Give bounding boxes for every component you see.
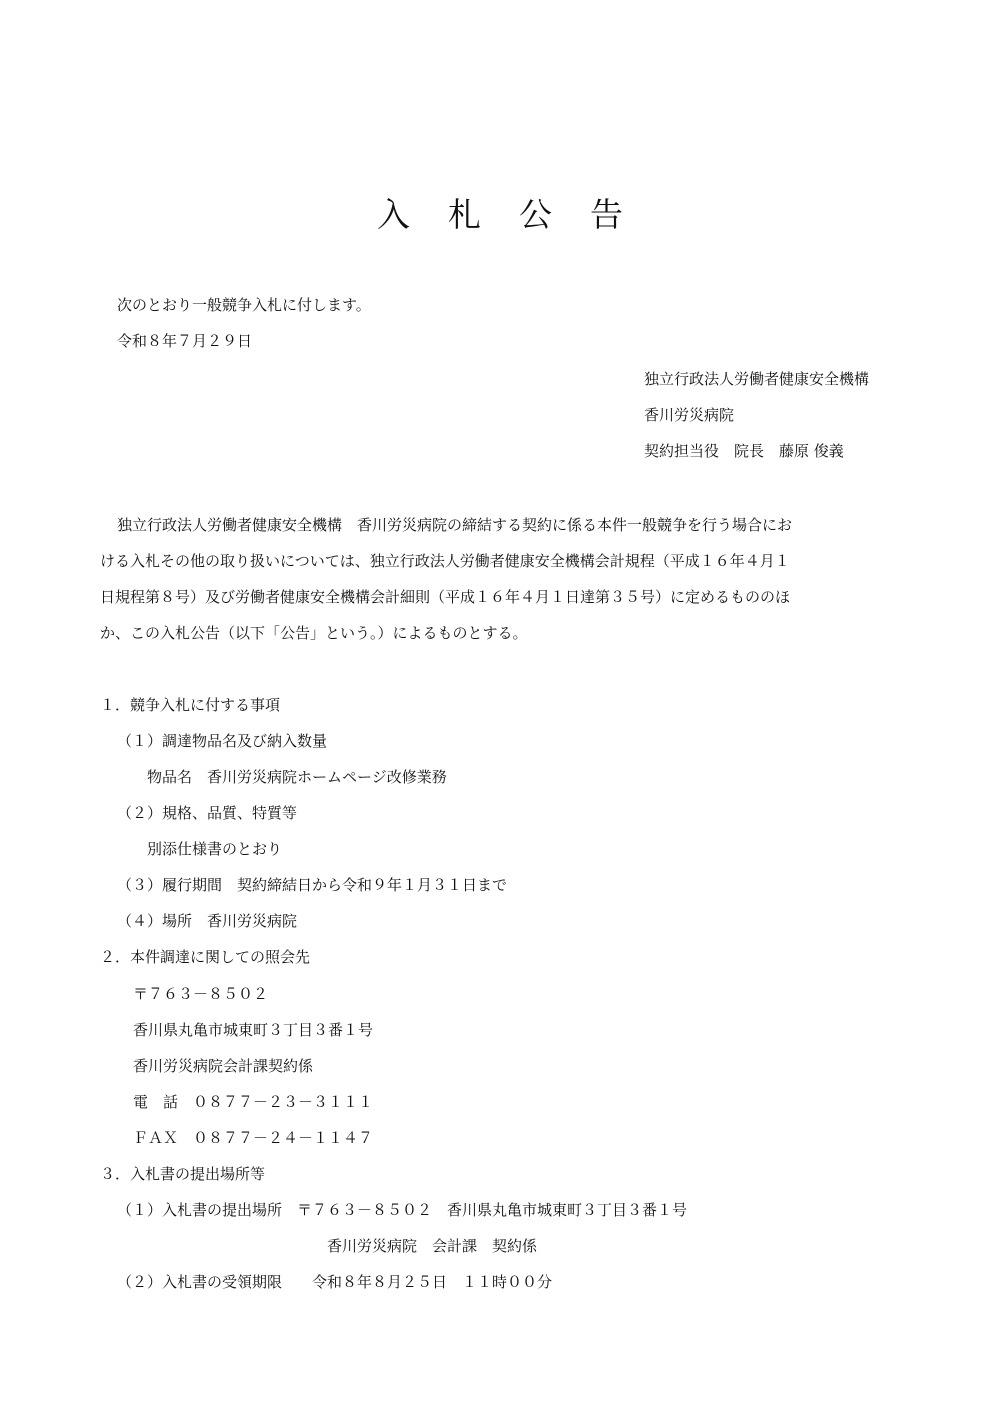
section-2-heading: ２．本件調達に関しての照会先: [100, 948, 311, 966]
contact-department: 香川労災病院会計課契約係: [133, 1057, 314, 1075]
section-3-item-1-continued: 香川労災病院 会計課 契約係: [327, 1237, 538, 1255]
contact-fax: ＦＡＸ ０８７７－２４－１１４７: [133, 1129, 374, 1147]
section-1-item-2-body: 別添仕様書のとおり: [147, 840, 283, 858]
issuer-organization: 独立行政法人労働者健康安全機構: [644, 370, 870, 388]
section-1-item-1-heading: （１）調達物品名及び納入数量: [117, 732, 328, 750]
announcement-date: 令和８年７月２９日: [117, 332, 253, 350]
issuer-hospital: 香川労災病院: [644, 406, 735, 424]
section-3-heading: ３．入札書の提出場所等: [100, 1165, 266, 1183]
issuer-officer: 契約担当役 院長 藤原 俊義: [644, 442, 844, 460]
section-1-item-4: （４）場所 香川労災病院: [117, 912, 298, 930]
document-title: 入札公告: [377, 195, 661, 234]
preamble-line-2: ける入札その他の取り扱いについては、独立行政法人労働者健康安全機構会計規程（平成１６年４月１: [100, 552, 790, 570]
section-1-item-2-heading: （２）規格、品質、特質等: [117, 804, 298, 822]
intro-text: 次のとおり一般競争入札に付します。: [117, 296, 371, 314]
contact-telephone: 電 話 ０８７７－２３－３１１１: [133, 1093, 374, 1111]
contact-postal-code: 〒７６３－８５０２: [133, 985, 269, 1003]
preamble-line-4: か、この入札公告（以下「公告」という。）によるものとする。: [100, 624, 528, 642]
section-3-item-1: （１）入札書の提出場所 〒７６３－８５０２ 香川県丸亀市城東町３丁目３番１号: [117, 1201, 688, 1219]
section-1-item-1-body: 物品名 香川労災病院ホームページ改修業務: [147, 768, 447, 786]
section-3-item-2: （２）入札書の受領期限 令和８年８月２５日 １１時００分: [117, 1273, 553, 1291]
preamble-line-1: 独立行政法人労働者健康安全機構 香川労災病院の締結する契約に係る本件一般競争を行う場合にお: [117, 516, 793, 534]
section-1-heading: １．競争入札に付する事項: [100, 696, 281, 714]
section-1-item-3: （３）履行期間 契約締結日から令和９年１月３１日まで: [117, 876, 508, 894]
contact-address: 香川県丸亀市城東町３丁目３番１号: [133, 1021, 374, 1039]
preamble-line-3: 日規程第８号）及び労働者健康安全機構会計細則（平成１６年４月１日達第３５号）に定めるもののほ: [100, 588, 791, 606]
